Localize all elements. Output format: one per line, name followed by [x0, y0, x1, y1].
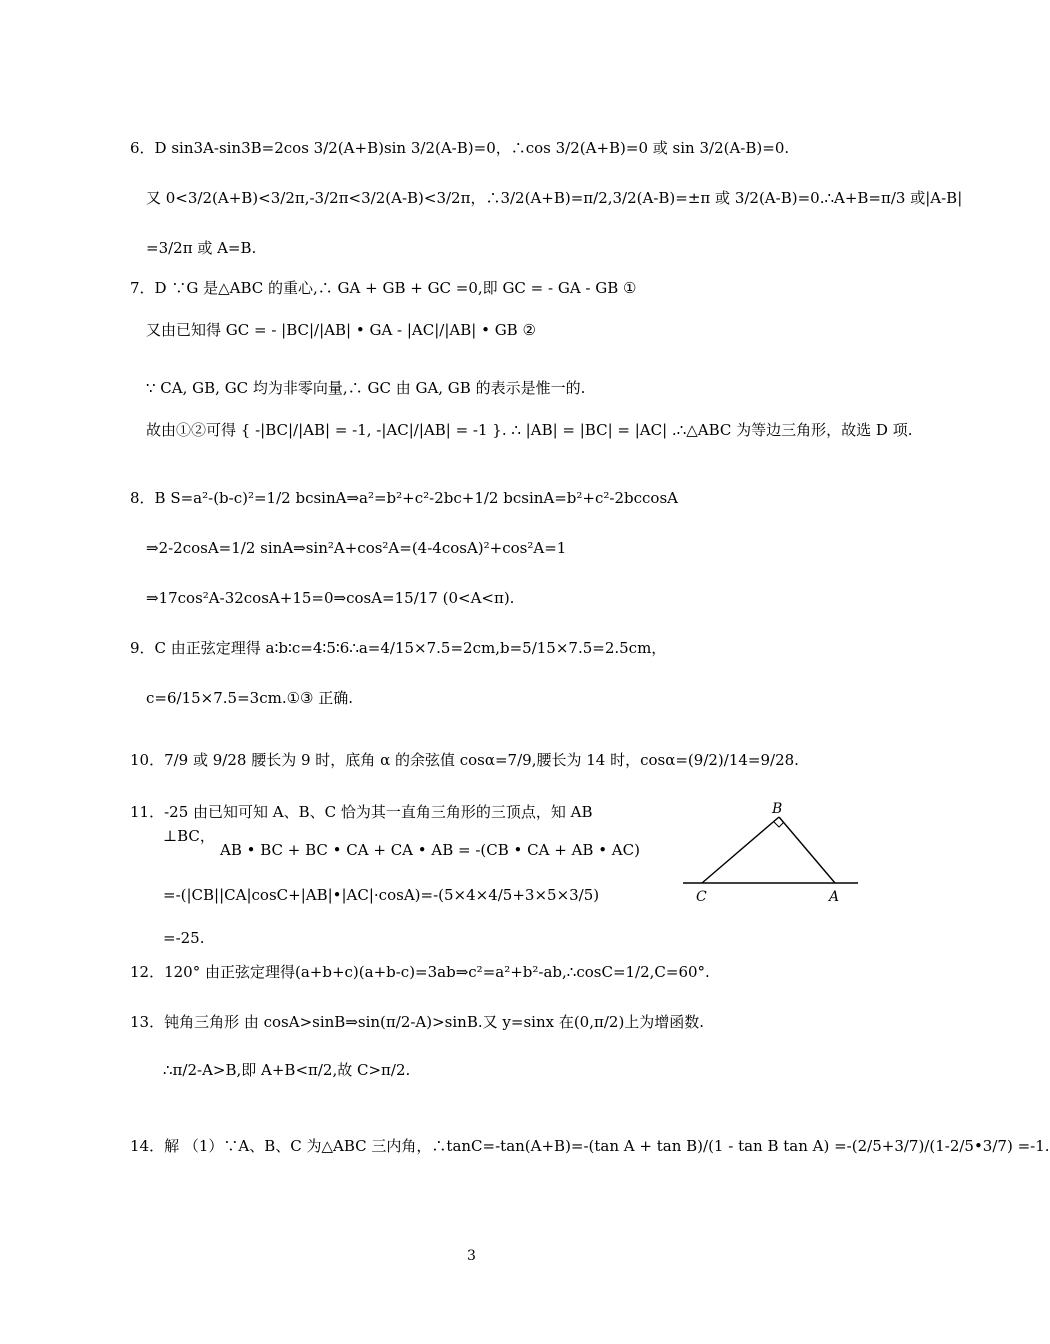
- right-angle-mark: [774, 822, 784, 827]
- text-line: 14．解 （1）∵A、B、C 为△ABC 三内角，∴tanC=-tan(A+B)=-(tan A + tan B)/(1 - tan B tan A) =-(2/5+3/7)/(1-2/5•3/7) =-1.: [130, 1137, 1050, 1155]
- text-line: c=6/15×7.5=3cm.①③ 正确.: [146, 689, 354, 707]
- text-line: 9．C 由正弦定理得 a∶b∶c=4∶5∶6∴a=4/15×7.5=2cm,b=5/15×7.5=2.5cm，: [130, 639, 667, 657]
- text-line: 8．B S=a²-(b-c)²=1/2 bcsinA⇒a²=b²+c²-2bc+1/2 bcsinA=b²+c²-2bccosA: [130, 489, 678, 507]
- text-line: ∴π/2-A>B,即 A+B<π/2,故 C>π/2.: [163, 1061, 411, 1079]
- right-triangle-figure: [680, 795, 870, 910]
- text-line: 10．7/9 或 9/28 腰长为 9 时，底角 α 的余弦值 cosα=7/9,腰长为 14 时，cosα=(9/2)/14=9/28.: [130, 751, 799, 769]
- text-line: AB • BC + BC • CA + CA • AB = -(CB • CA + AB • AC): [220, 841, 640, 859]
- text-line: ⊥BC，: [163, 827, 215, 845]
- text-line: 又 0<3/2(A+B)<3/2π,-3/2π<3/2(A-B)<3/2π，∴3/2(A+B)=π/2,3/2(A-B)=±π 或 3/2(A-B)=0.∴A+B=π/3 或|A-B|: [146, 189, 963, 207]
- vertex-label-b: B: [772, 801, 783, 817]
- text-line: 11．-25 由已知可知 A、B、C 恰为其一直角三角形的三顶点，知 AB: [130, 803, 593, 821]
- text-line: =-25.: [163, 929, 205, 947]
- text-line: 7．D ∵G 是△ABC 的重心,∴ GA + GB + GC =0,即 GC = - GA - GB ①: [130, 279, 637, 297]
- triangle-side-ba: [779, 817, 835, 883]
- vertex-label-a: A: [829, 889, 840, 905]
- text-line: 故由①②可得 { -|BC|/|AB| = -1, -|AC|/|AB| = -1 }. ∴ |AB| = |BC| = |AC| .∴△ABC 为等边三角形，故选 D 项.: [146, 421, 913, 439]
- text-line: 又由已知得 GC = - |BC|/|AB| • GA - |AC|/|AB| • GB ②: [146, 321, 536, 339]
- text-line: ∵ CA, GB, GC 均为非零向量,∴ GC 由 GA, GB 的表示是惟一的.: [146, 379, 586, 397]
- text-line: 12．120° 由正弦定理得(a+b+c)(a+b-c)=3ab⇒c²=a²+b²-ab,∴cosC=1/2,C=60°.: [130, 963, 710, 981]
- vertex-label-c: C: [696, 889, 707, 905]
- text-line: =-(|CB||CA|cosC+|AB|•|AC|·cosA)=-(5×4×4/5+3×5×3/5): [163, 886, 600, 904]
- text-line: 13．钝角三角形 由 cosA>sinB⇒sin(π/2-A)>sinB.又 y=sinx 在(0,π/2)上为增函数.: [130, 1013, 705, 1031]
- text-line: =3/2π 或 A=B.: [146, 239, 257, 257]
- text-line: ⇒17cos²A-32cosA+15=0⇒cosA=15/17 (0<A<π).: [146, 589, 515, 607]
- text-line: 6．D sin3A-sin3B=2cos 3/2(A+B)sin 3/2(A-B)=0，∴cos 3/2(A+B)=0 或 sin 3/2(A-B)=0.: [130, 139, 790, 157]
- triangle-side-cb: [702, 817, 779, 883]
- page-number: 3: [467, 1248, 476, 1264]
- text-line: ⇒2-2cosA=1/2 sinA⇒sin²A+cos²A=(4-4cosA)²+cos²A=1: [146, 539, 567, 557]
